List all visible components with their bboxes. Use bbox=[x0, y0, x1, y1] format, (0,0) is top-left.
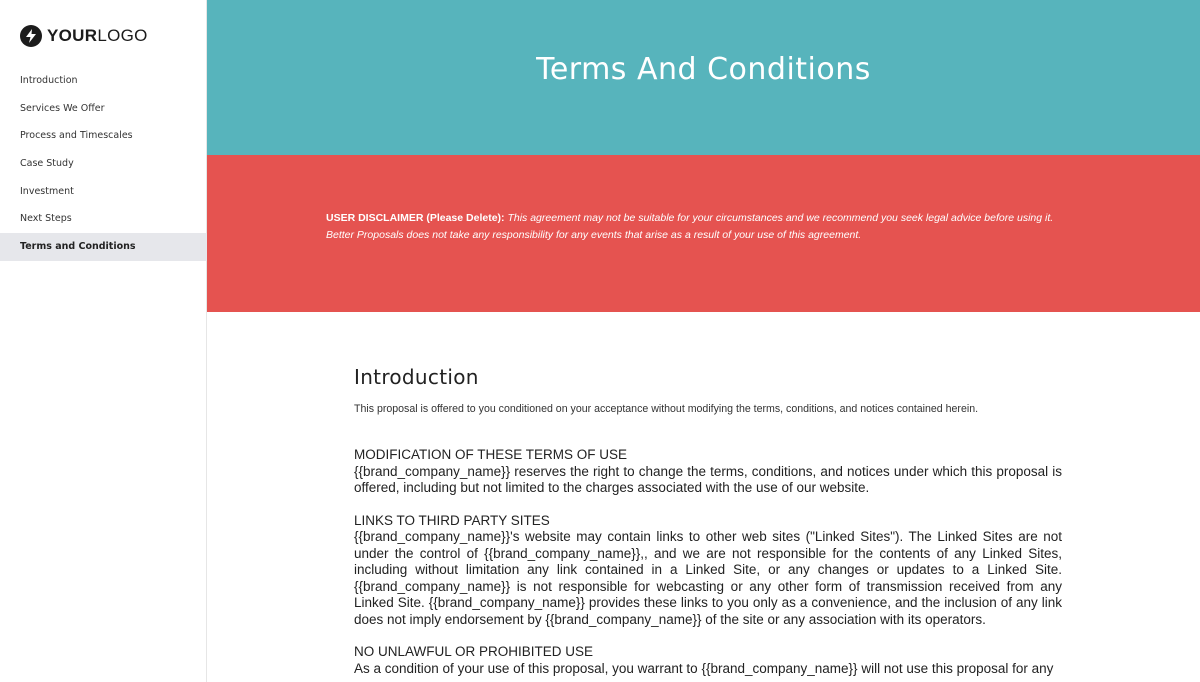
terms-section-body: {{brand_company_name}}'s website may contain links to other web sites ("Linked Sites"). The Linked Sites are not under the control of {{brand_company_name}},, and we are not responsible for the contents of any Linked Sites, including without limitation any link contained in a Linked Site, or any changes or updates to a Linked Site. {{brand_company_name}} is not responsible for webcasting or any other form of transmission received from any Linked Site. {{brand_company_name}} provides these links to you only as a convenience, and the inclusion of any link does not imply endorsement by {{brand_company_name}} of the site or any association with its operators. bbox=[354, 529, 1062, 627]
section-heading: Introduction bbox=[354, 365, 479, 389]
sidebar-item-investment[interactable]: Investment bbox=[20, 185, 74, 197]
terms-section bbox=[354, 644, 1062, 677]
logo-text-bold: YOUR bbox=[47, 26, 98, 45]
lightning-bolt-icon bbox=[20, 25, 42, 47]
disclaimer-text bbox=[326, 210, 1066, 244]
sidebar-item-introduction[interactable]: Introduction bbox=[20, 75, 78, 86]
disclaimer-body: This agreement may not be suitable for your circumstances and we recommend you seek legal advice before using it. Better Proposals does not take any responsibility for any events that arise as a result of your use of this agreement. bbox=[326, 212, 1054, 241]
terms-section-body: {{brand_company_name}} reserves the right to change the terms, conditions, and notices under which this proposal is offered, including but not limited to the charges associated with the use of our website. bbox=[354, 463, 1062, 495]
logo[interactable] bbox=[20, 25, 148, 47]
sidebar-item-next-steps[interactable]: Next Steps bbox=[20, 213, 72, 225]
disclaimer-label: USER DISCLAIMER (Please Delete): bbox=[326, 212, 505, 224]
sidebar-nav bbox=[0, 67, 207, 261]
sidebar-item-services[interactable]: Services We Offer bbox=[20, 102, 105, 114]
sidebar-item-case-study[interactable]: Case Study bbox=[20, 158, 74, 170]
terms-section-title: NO UNLAWFUL OR PROHIBITED USE bbox=[354, 644, 594, 659]
terms-section-title: LINKS TO THIRD PARTY SITES bbox=[354, 512, 550, 528]
terms-section bbox=[354, 447, 1062, 497]
disclaimer-banner bbox=[207, 155, 1200, 312]
terms-section-body: As a condition of your use of this proposal, you warrant to {{brand_company_name}} will not use this proposal for any bbox=[354, 660, 1054, 676]
sidebar bbox=[0, 0, 207, 682]
page-header bbox=[207, 0, 1200, 155]
sidebar-item-process[interactable]: Process and Timescales bbox=[20, 130, 133, 142]
terms-section bbox=[354, 513, 1062, 629]
logo-text-light: LOGO bbox=[97, 26, 148, 45]
main-content bbox=[354, 365, 1062, 677]
terms-section-title: MODIFICATION OF THESE TERMS OF USE bbox=[354, 447, 628, 462]
intro-paragraph: This proposal is offered to you conditioned on your acceptance without modifying the terms, conditions, and notices contained herein. bbox=[354, 403, 979, 415]
logo-text bbox=[47, 26, 148, 46]
page-title: Terms And Conditions bbox=[536, 51, 871, 87]
sidebar-item-terms[interactable]: Terms and Conditions bbox=[0, 233, 207, 261]
